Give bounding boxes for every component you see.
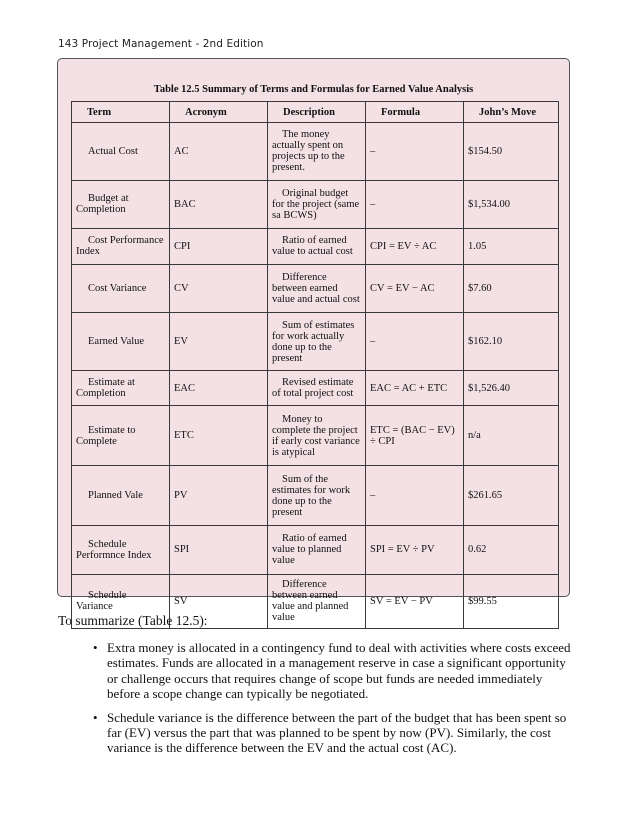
column-header-johns-move: John’s Move xyxy=(464,102,559,123)
table-header-row xyxy=(72,102,559,123)
cell-description xyxy=(268,370,366,405)
cell-formula xyxy=(366,370,464,405)
cell-formula-text: – xyxy=(370,198,376,210)
cell-description-text: Revised estimate of total project cost xyxy=(272,377,354,400)
cell-term-text: Actual Cost xyxy=(88,145,138,157)
cell-term xyxy=(72,313,170,371)
cell-description xyxy=(268,525,366,574)
cell-johns-move xyxy=(464,574,559,628)
cell-description-text: Sum of the estimates for work done up to the present xyxy=(272,473,351,518)
cell-acronym-text: AC xyxy=(174,145,189,157)
table-caption: Table 12.5 Summary of Terms and Formulas for Earned Value Analysis xyxy=(153,84,474,95)
table-row xyxy=(72,229,559,264)
cell-acronym-text: SPI xyxy=(174,544,190,556)
cell-term-text: Planned Vale xyxy=(88,490,143,502)
cell-term xyxy=(72,466,170,526)
cell-formula-text: – xyxy=(370,490,376,502)
cell-description-text: Money to complete the project if early cost variance is atypical xyxy=(272,413,360,458)
table-row xyxy=(72,370,559,405)
cell-formula-text: CV = EV − AC xyxy=(370,283,435,295)
cell-johns-move-text: $99.55 xyxy=(468,595,497,607)
cell-description-text: Original budget for the project (same sa BCWS) xyxy=(272,187,360,221)
cell-term xyxy=(72,264,170,313)
cell-formula xyxy=(366,264,464,313)
cell-acronym xyxy=(170,229,268,264)
cell-description-text: The money actually spent on projects up to the present. xyxy=(272,129,345,174)
cell-description xyxy=(268,574,366,628)
cell-term-text: Earned Value xyxy=(88,336,145,348)
cell-acronym xyxy=(170,406,268,466)
column-header-description: Description xyxy=(268,102,366,123)
cell-johns-move-text: $162.10 xyxy=(468,336,503,348)
column-header-acronym: Acronym xyxy=(170,102,268,123)
bullet-text: Schedule variance is the difference between the part of the budget that has been spent so far (EV) versus the part that was planned to be spent by now (PV). Similarly, the cost variance is the difference between the EV and the actual cost (AC). xyxy=(107,709,567,756)
cell-johns-move xyxy=(464,229,559,264)
cell-acronym-text: BAC xyxy=(174,198,196,210)
cell-johns-move xyxy=(464,123,559,181)
cell-formula xyxy=(366,406,464,466)
summary-intro: To summarize (Table 12.5): xyxy=(58,613,208,628)
summary-bullet-list xyxy=(93,640,571,764)
table-row xyxy=(72,406,559,466)
cell-johns-move-text: $154.50 xyxy=(468,145,503,157)
table-row xyxy=(72,123,559,181)
cell-description xyxy=(268,264,366,313)
earned-value-table xyxy=(71,101,559,629)
cell-term-text: Budget at Completion xyxy=(76,193,129,216)
cell-acronym-text: EV xyxy=(174,336,188,348)
cell-johns-move xyxy=(464,180,559,229)
cell-johns-move xyxy=(464,406,559,466)
cell-acronym xyxy=(170,264,268,313)
cell-formula-text: ETC = (BAC − EV) ÷ CPI xyxy=(370,424,455,447)
cell-formula xyxy=(366,574,464,628)
cell-johns-move-text: $7.60 xyxy=(468,283,492,295)
cell-formula xyxy=(366,313,464,371)
cell-johns-move-text: $1,534.00 xyxy=(468,198,510,210)
cell-description-text: Sum of estimates for work actually done up to the present xyxy=(272,319,355,364)
cell-description xyxy=(268,406,366,466)
cell-johns-move xyxy=(464,313,559,371)
cell-acronym-text: PV xyxy=(174,490,188,502)
cell-johns-move xyxy=(464,466,559,526)
cell-acronym xyxy=(170,466,268,526)
cell-formula xyxy=(366,525,464,574)
cell-johns-move-text: $261.65 xyxy=(468,490,503,502)
cell-formula-text: CPI = EV ÷ AC xyxy=(370,240,437,252)
cell-term xyxy=(72,180,170,229)
cell-formula-text: – xyxy=(370,145,376,157)
list-item xyxy=(93,710,571,756)
cell-acronym xyxy=(170,123,268,181)
cell-term-text: Estimate to Complete xyxy=(76,424,136,447)
list-item xyxy=(93,640,571,702)
cell-term xyxy=(72,370,170,405)
cell-description xyxy=(268,123,366,181)
cell-term-text: Cost Variance xyxy=(88,283,147,295)
cell-formula-text: SV = EV − PV xyxy=(370,595,433,607)
column-header-formula: Formula xyxy=(366,102,464,123)
cell-term xyxy=(72,123,170,181)
cell-formula xyxy=(366,123,464,181)
cell-acronym xyxy=(170,525,268,574)
cell-johns-move xyxy=(464,525,559,574)
cell-term-text: Cost Performance Index xyxy=(76,235,164,258)
cell-description xyxy=(268,313,366,371)
cell-acronym xyxy=(170,180,268,229)
cell-acronym-text: EAC xyxy=(174,382,195,394)
table-body xyxy=(72,123,559,629)
cell-johns-move-text: $1,526.40 xyxy=(468,382,510,394)
cell-term xyxy=(72,229,170,264)
cell-formula xyxy=(366,466,464,526)
table-row xyxy=(72,264,559,313)
cell-acronym-text: CV xyxy=(174,283,189,295)
cell-description-text: Ratio of earned value to planned value xyxy=(272,533,347,567)
cell-formula-text: SPI = EV ÷ PV xyxy=(370,544,435,556)
cell-acronym-text: ETC xyxy=(174,430,194,442)
cell-formula-text: EAC = AC + ETC xyxy=(370,382,448,394)
cell-description-text: Difference between earned value and planned value xyxy=(272,579,349,624)
table-row xyxy=(72,313,559,371)
cell-johns-move-text: 0.62 xyxy=(468,544,487,556)
cell-acronym-text: SV xyxy=(174,595,188,607)
table-row xyxy=(72,525,559,574)
cell-johns-move-text: 1.05 xyxy=(468,240,487,252)
cell-formula xyxy=(366,180,464,229)
cell-johns-move xyxy=(464,370,559,405)
table-row xyxy=(72,466,559,526)
cell-description xyxy=(268,466,366,526)
cell-johns-move xyxy=(464,264,559,313)
cell-term-text: Estimate at Completion xyxy=(76,377,135,400)
cell-acronym xyxy=(170,313,268,371)
bullet-marker: • xyxy=(93,709,98,725)
cell-term xyxy=(72,525,170,574)
cell-formula xyxy=(366,229,464,264)
bullet-text: Extra money is allocated in a contingency fund to deal with activities where costs exceed estimates. Funds are allocated in a management reserve in case a significant opportunity or challenge occurs that requires change of scope but funds are needed immediately before a scope change can typically be negotiated. xyxy=(107,640,571,702)
cell-formula-text: – xyxy=(370,336,376,348)
cell-johns-move-text: n/a xyxy=(468,430,481,442)
cell-description xyxy=(268,229,366,264)
table-row xyxy=(72,180,559,229)
cell-description xyxy=(268,180,366,229)
cell-term-text: Schedule Performnce Index xyxy=(76,538,152,561)
cell-acronym xyxy=(170,370,268,405)
cell-description-text: Ratio of earned value to actual cost xyxy=(272,235,353,258)
cell-description-text: Difference between earned value and actual cost xyxy=(272,272,360,306)
bullet-marker: • xyxy=(93,640,98,655)
cell-term-text: Schedule Variance xyxy=(76,590,127,613)
column-header-term: Term xyxy=(72,102,170,123)
page-header: 143 Project Management - 2nd Edition xyxy=(58,38,264,50)
cell-acronym-text: CPI xyxy=(174,240,191,252)
cell-term xyxy=(72,406,170,466)
